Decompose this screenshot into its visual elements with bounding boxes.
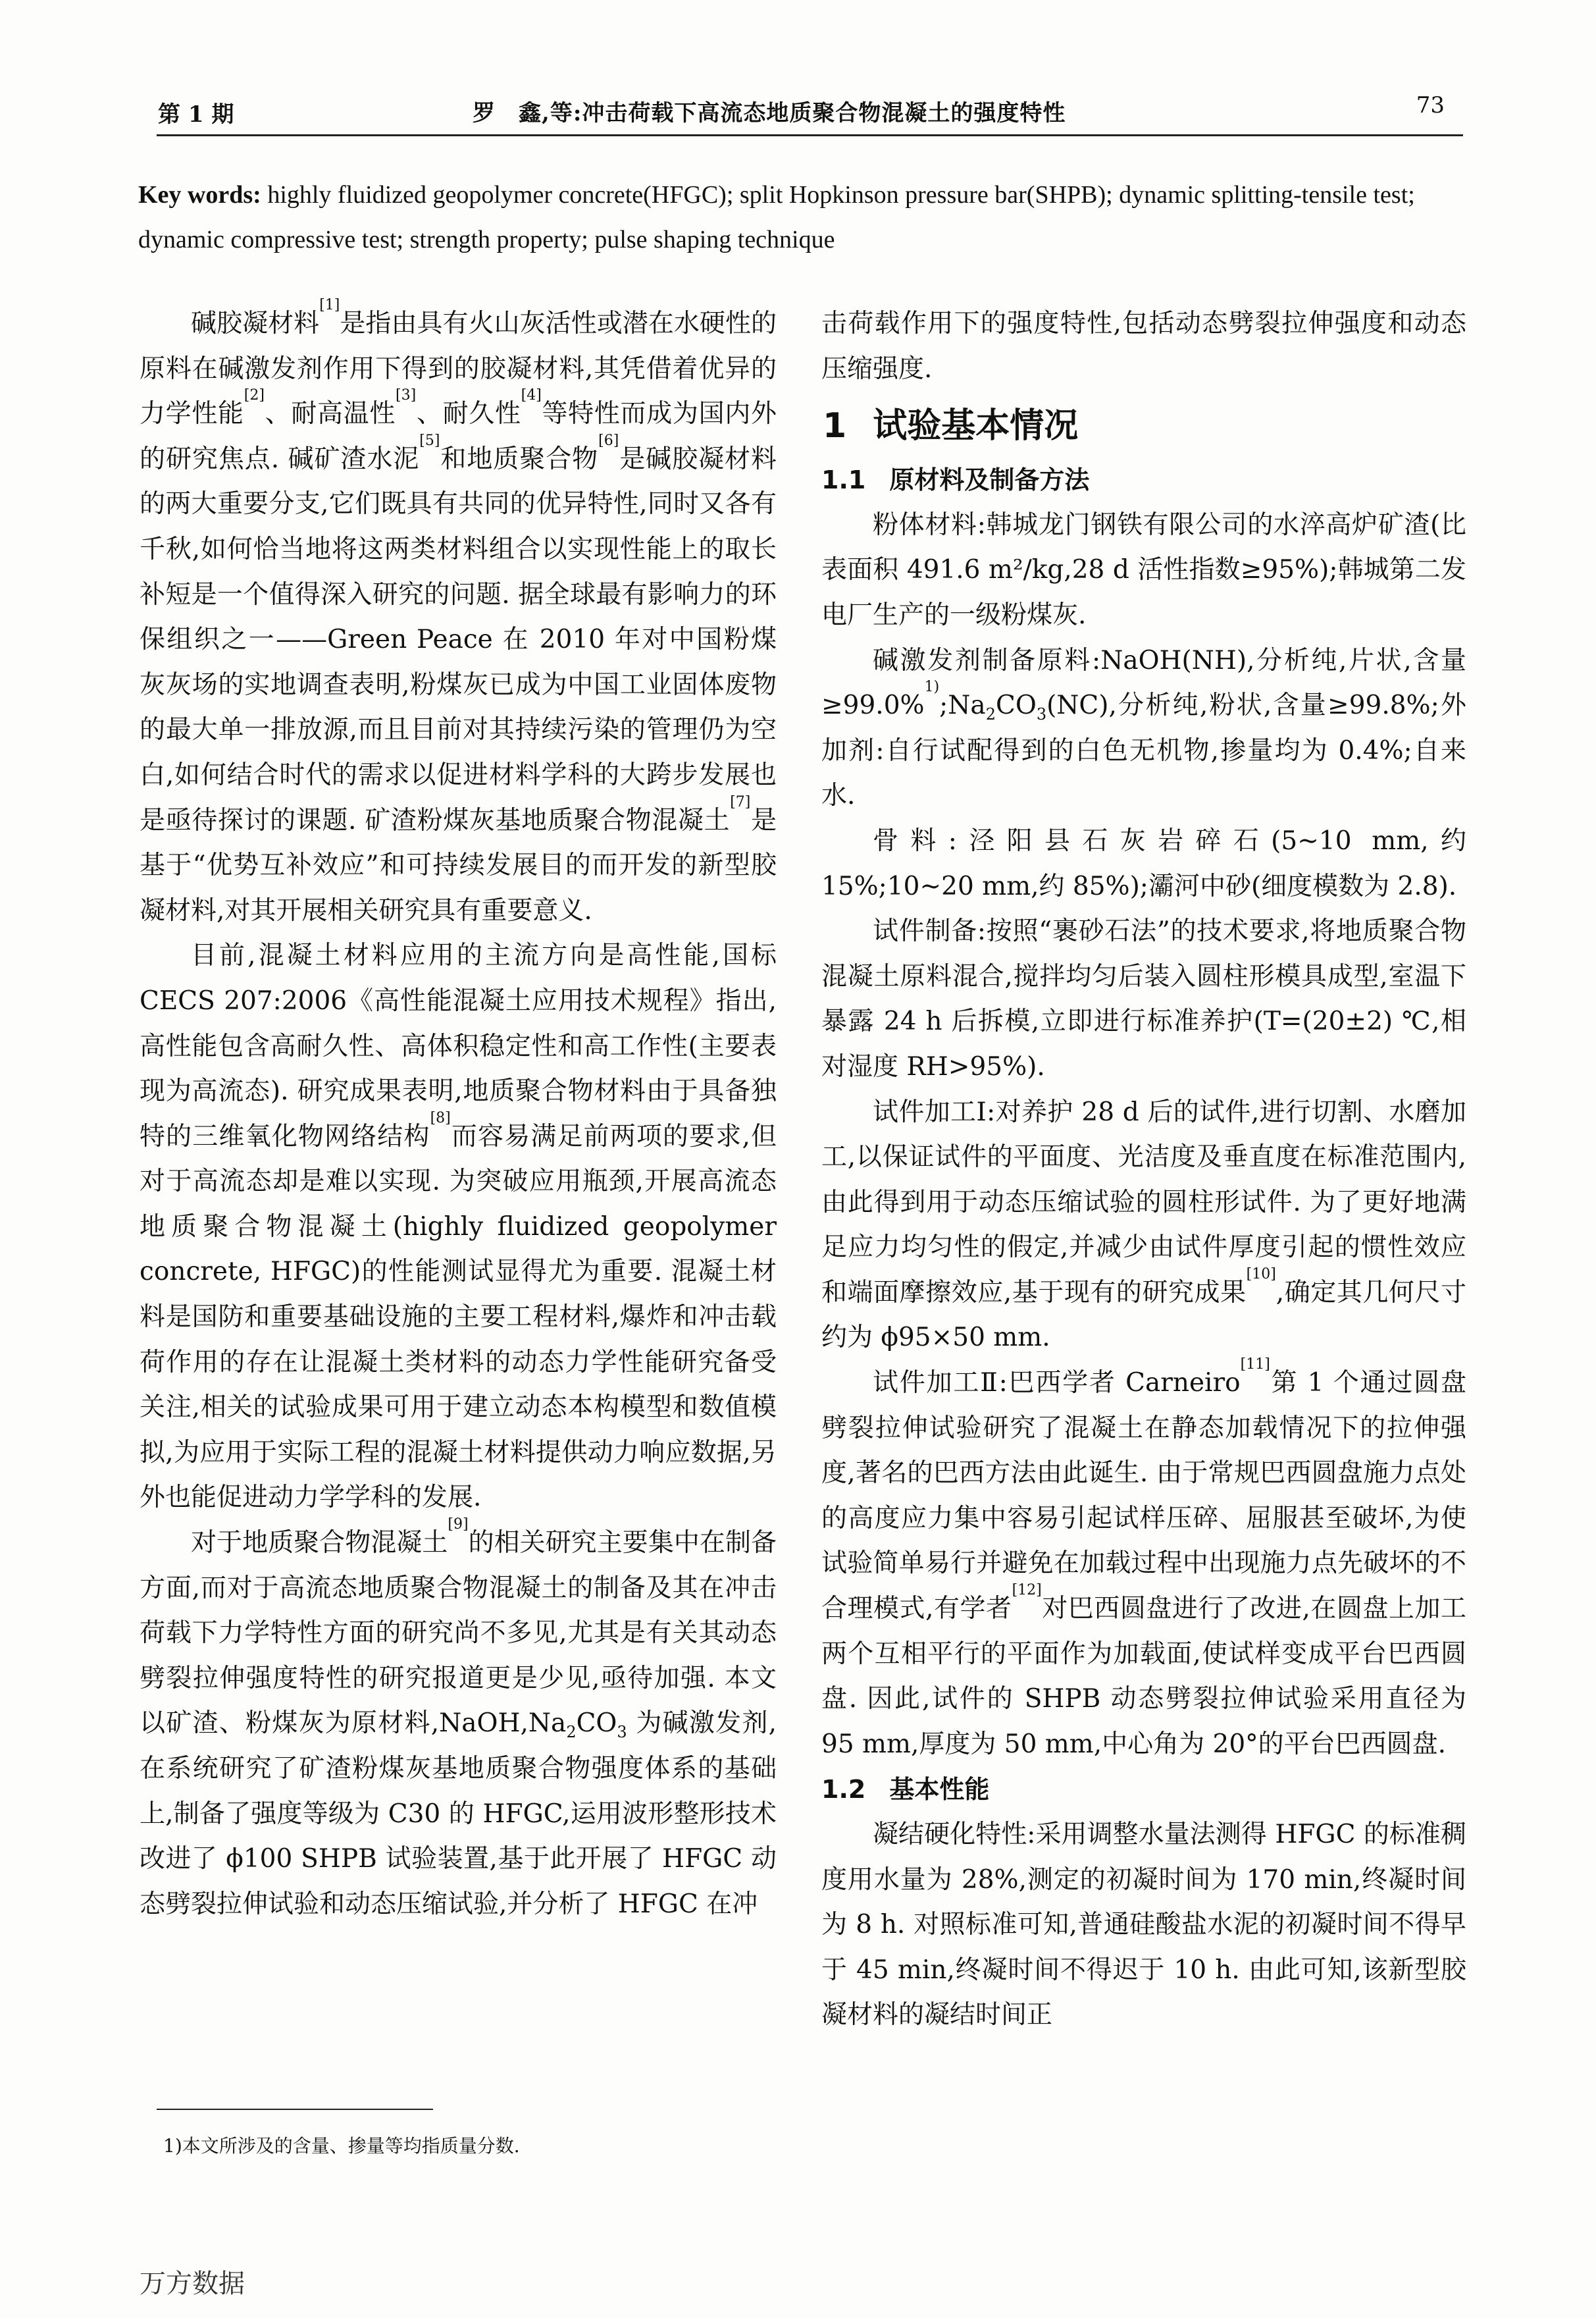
citation: [5] [419, 432, 440, 449]
issue-number: 第 1 期 [158, 101, 234, 128]
section-heading-1: 1 试验基本情况 [823, 406, 1079, 446]
citation: [7] [730, 793, 751, 810]
citation: [8] [430, 1109, 451, 1126]
intro-paragraph-1: 碱胶凝材料[1]是指由具有火山灰活性或潜在水硬性的原料在碱激发剂作用下得到的胶凝材料,其凭借着优异的力学性能[2]、耐高温性[3]、耐久性[4]等特性而成为国内外的研究焦点. 碱矿渣水泥[5]和地质聚合物[6]是碱胶凝材料的两大重要分支,它们既具有共同的优异特性,同时又各有千秋,如何恰当地将这两类材料组合以实现性能上的取长补短是一个值得深入研究的问题. 据全球最有影响力的环保组织之一——Green Peace 在 2010 年对中国粉煤灰灰场的实地调查表明,粉煤灰已成为中国工业固体废物的最大单一排放源,而且目前对其持续污染的管理仍为空白,如何结合时代的需求以促进材料学科的大跨步发展也是亟待探讨的课题. 矿渣粉煤灰基地质聚合物混凝土[7]是基于“优势互补效应”和可持续发展目的而开发的新型胶凝材料,对其开展相关研究具有重要意义. [140, 297, 777, 926]
citation: [11] [1240, 1356, 1270, 1373]
running-title: 罗 鑫,等:冲击荷载下高流态地质聚合物混凝土的强度特性 [473, 100, 1066, 126]
keywords-label: Key words: [138, 181, 261, 209]
subsection-heading-1-2: 1.2 基本性能 [821, 1775, 990, 1804]
intro-paragraph-3-continued: 击荷载作用下的强度特性,包括动态劈裂拉伸强度和动态压缩强度. [821, 309, 1466, 384]
subsection-heading-1-1: 1.1 原材料及制备方法 [821, 465, 1090, 495]
watermark: 万方数据 [140, 2269, 245, 2299]
keywords-text: highly fluidized geopolymer concrete(HFGC); split Hopkinson pressure bar(SHPB); dynamic splitting-tensile test; dynamic compressive test; strength property; pulse shaping technique [138, 181, 1415, 253]
citation: [12] [1012, 1582, 1042, 1599]
footnote: 1)本文所涉及的含量、掺量等均指质量分数. [163, 2135, 520, 2157]
citation: [6] [598, 432, 619, 449]
running-header [157, 87, 1463, 136]
specimen-preparation-paragraph: 试件制备:按照“裹砂石法”的技术要求,将地质聚合物混凝土原料混合,搅拌均匀后装入圆柱形模具成型,室温下暴露 24 h 后拆模,立即进行标准养护(T=(20±2) ℃,相对湿度 RH>95%). [821, 916, 1466, 1082]
citation: [3] [396, 387, 417, 404]
intro-paragraph-2: 目前,混凝土材料应用的主流方向是高性能,国标 CECS 207:2006《高性能混凝土应用技术规程》指出,高性能包含高耐久性、高体积稳定性和高工作性(主要表现为高流态). 研究成果表明,地质聚合物材料由于具备独特的三维氧化物网络结构[8]而容易满足前两项的要求,但对于高流态却是难以实现. 为突破应用瓶颈,开展高流态地质聚合物混凝土(highly fluidized geopolymer concrete, HFGC)的性能测试显得尤为重要. 混凝土材料是国防和重要基础设施的主要工程材料,爆炸和冲击载荷作用的存在让混凝土类材料的动态力学性能研究备受关注,相关的试验成果可用于建立动态本构模型和数值模拟,为应用于实际工程的混凝土材料提供动力响应数据,另外也能促进动力学学科的发展. [140, 941, 777, 1513]
citation: [1] [319, 297, 340, 313]
specimen-processing-2-paragraph: 试件加工Ⅱ:巴西学者 Carneiro[11]第 1 个通过圆盘劈裂拉伸试验研究了混凝土在静态加载情况下的拉伸强度,著名的巴西方法由此诞生. 由于常规巴西圆盘施力点处的高度应力集中容易引起试样压碎、屈服甚至破坏,为使试验简单易行并避免在加载过程中出现施力点先破坏的不合理模式,有学者[12]对巴西圆盘进行了改进,在圆盘上加工两个互相平行的平面作为加载面,使试样变成平台巴西圆盘. 因此,试件的 SHPB 动态劈裂拉伸试验采用直径为 95 mm,厚度为 50 mm,中心角为 20°的平台巴西圆盘. [821, 1356, 1467, 1759]
keywords [138, 172, 1461, 262]
citation: [4] [521, 387, 542, 404]
citation: [10] [1246, 1265, 1276, 1282]
page-number: 73 [1416, 92, 1445, 119]
citation: [2] [244, 387, 265, 404]
footnote-marker: 1) [924, 679, 940, 696]
setting-hardening-paragraph: 凝结硬化特性:采用调整水量法测得 HFGC 的标准稠度用水量为 28%,测定的初凝时间为 170 min,终凝时间为 8 h. 对照标准可知,普通硅酸盐水泥的初凝时间不得早于 45 min,终凝时间不得迟于 10 h. 由此可知,该新型胶凝材料的凝结时间正 [821, 1820, 1466, 2030]
right-column [821, 302, 1466, 2038]
footnote-divider [157, 2109, 433, 2110]
left-column [140, 297, 777, 1927]
alkali-activator-paragraph: 碱激发剂制备原料:NaOH(NH),分析纯,片状,含量$\ge 99.0\%^{1)};Na_2CO_3(NC)$,分析纯,粉状,含量≥99.8%;外加剂:自行试配得到的白色无机物,掺量均为 0.4%;自来水. [821, 645, 1466, 811]
intro-paragraph-3: 对于地质聚合物混凝土[9]的相关研究主要集中在制备方面,而对于高流态地质聚合物混凝土的制备及其在冲击荷载下力学特性方面的研究尚不多见,尤其是有关其动态劈裂拉伸强度特性的研究报道更是少见,亟待加强. 本文以矿渣、粉煤灰为原材料$,NaOH,Na_2CO_3$ 为碱激发剂,在系统研究了矿渣粉煤灰基地质聚合物强度体系的基础上,制备了强度等级为 C30 的 HFGC,运用波形整形技术改进了 ϕ100 SHPB 试验装置,基于此开展了 HFGC 动态劈裂拉伸试验和动态压缩试验,并分析了 HFGC 在冲 [140, 1516, 777, 1919]
aggregate-paragraph: 骨料:泾阳县石灰岩碎石(5~10 mm,约 15%;10~20 mm,约 85%);灞河中砂(细度模数为 2.8). [821, 826, 1466, 901]
specimen-processing-1-paragraph: 试件加工Ⅰ:对养护 28 d 后的试件,进行切割、水磨加工,以保证试件的平面度、光洁度及垂直度在标准范围内,由此得到用于动态压缩试验的圆柱形试件. 为了更好地满足应力均匀性的假定,并减少由试件厚度引起的惯性效应和端面摩擦效应,基于现有的研究成果[10],确定其几何尺寸约为 ϕ95×50 mm. [821, 1097, 1466, 1353]
citation: [9] [448, 1516, 469, 1533]
powder-materials-paragraph: 粉体材料:韩城龙门钢铁有限公司的水淬高炉矿渣(比表面积 491.6 m²/kg,28 d 活性指数≥95%);韩城第二发电厂生产的一级粉煤灰. [821, 510, 1466, 630]
